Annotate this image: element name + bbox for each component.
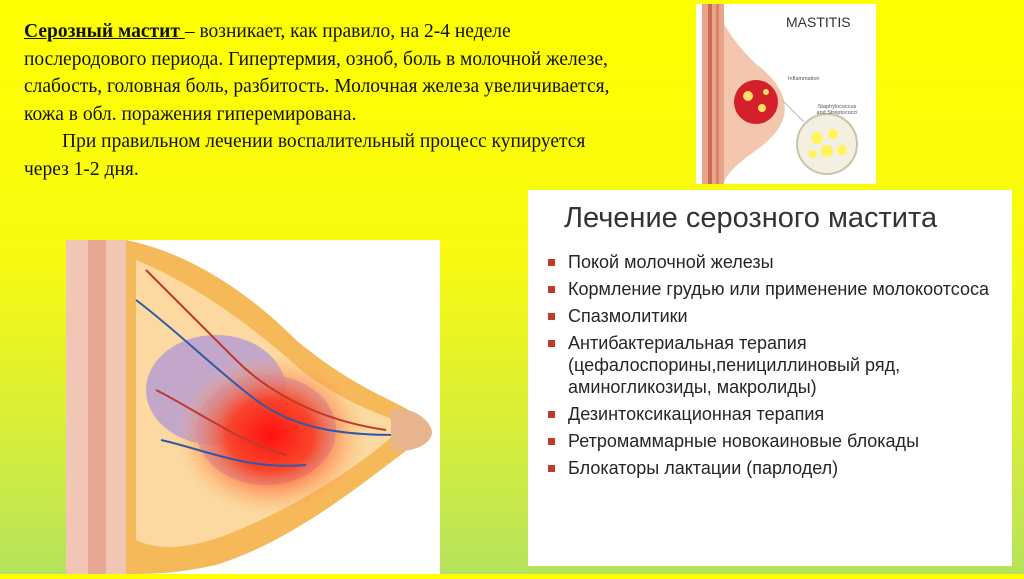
list-item bbox=[546, 278, 1002, 300]
breast-anatomy-illustration bbox=[66, 240, 440, 574]
list-item bbox=[546, 430, 1002, 452]
bacteria-label: Staphylococcus and Streptococci bbox=[816, 104, 858, 116]
list-item-text: Дезинтоксикационная терапия bbox=[568, 404, 825, 424]
bullet-icon bbox=[548, 313, 555, 320]
list-item-text: Ретромаммарные новокаиновые блокады bbox=[568, 431, 919, 451]
intro-text-1: – возникает, как правило, на 2-4 неделе послеродового периода. Гипертермия, озноб, боль в молочной железе, слабость, головная боль, разбитость. Молочная железа увеличивается, кожа в обл. поражения гиперемирована. bbox=[24, 21, 610, 125]
treatment-title: Лечение серозного мастита bbox=[564, 202, 938, 234]
list-item bbox=[546, 457, 1002, 479]
bullet-icon bbox=[548, 438, 555, 445]
term-serous-mastitis: Серозный мастит bbox=[24, 21, 185, 42]
list-item bbox=[546, 251, 1002, 273]
inflammation-label: Inflammation bbox=[788, 76, 820, 82]
bullet-icon bbox=[548, 259, 555, 266]
list-item bbox=[546, 403, 1002, 425]
list-item bbox=[546, 332, 1002, 398]
mastitis-title: MASTITIS bbox=[786, 14, 851, 30]
mastitis-illustration bbox=[696, 4, 876, 184]
list-item bbox=[546, 305, 1002, 327]
treatment-panel bbox=[528, 190, 1012, 566]
list-item-text: Спазмолитики bbox=[568, 306, 688, 326]
treatment-list bbox=[546, 251, 1002, 484]
list-item-text: Покой молочной железы bbox=[568, 252, 774, 272]
bullet-icon bbox=[548, 286, 555, 293]
list-item-text: Блокаторы лактации (парлодел) bbox=[568, 458, 839, 478]
intro-text-block bbox=[24, 18, 614, 183]
mastitis-diagram-icon bbox=[696, 4, 876, 184]
bullet-icon bbox=[548, 411, 555, 418]
list-item-text: Антибактериальная терапия (цефалоспорины,пенициллиновый ряд, аминогликозиды, макролиды) bbox=[568, 333, 901, 397]
breast-inflammation-icon bbox=[66, 240, 440, 574]
list-item-text: Кормление грудью или применение молокоотсоса bbox=[568, 279, 990, 299]
bullet-icon bbox=[548, 465, 555, 472]
bullet-icon bbox=[548, 340, 555, 347]
intro-paragraph-2: При правильном лечении воспалительный процесс купируется через 1-2 дня. bbox=[24, 131, 586, 180]
intro-paragraph-1 bbox=[24, 18, 614, 128]
